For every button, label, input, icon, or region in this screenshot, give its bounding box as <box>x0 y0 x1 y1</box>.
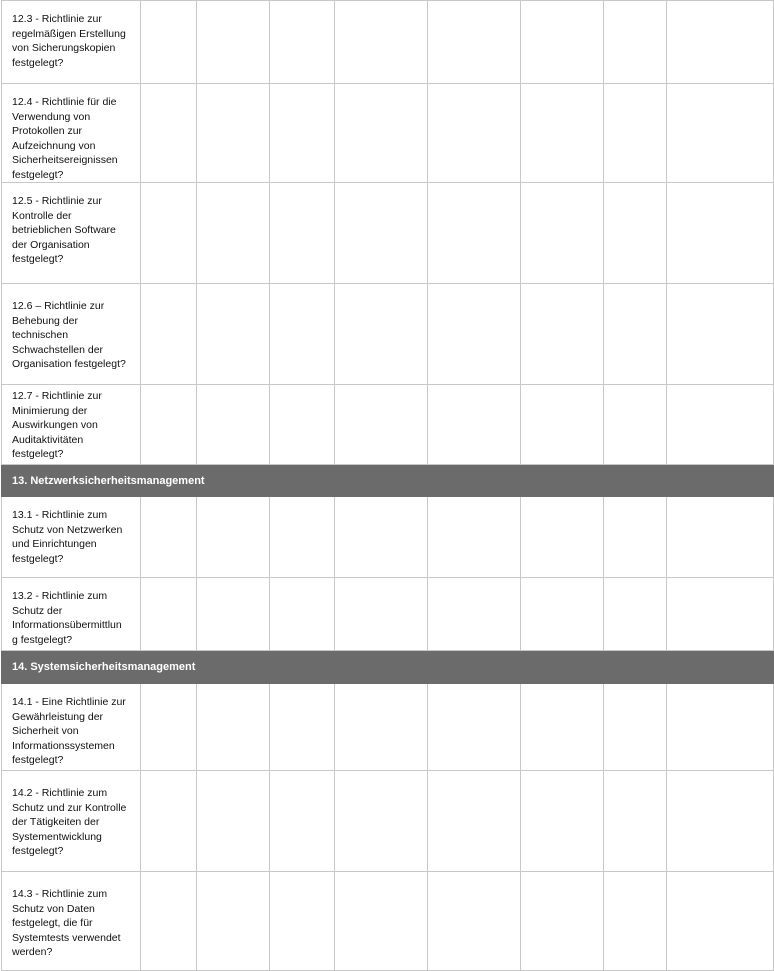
question-cell: 12.3 - Richtlinie zur regelmäßigen Erstellung von Sicherungskopien festgelegt? <box>2 1 141 84</box>
answer-cell[interactable] <box>667 84 774 183</box>
answer-cell[interactable] <box>141 385 197 465</box>
answer-cell[interactable] <box>667 872 774 971</box>
answer-cell[interactable] <box>604 497 667 578</box>
section-title: 13. Netzwerksicherheitsmanagement <box>2 465 774 497</box>
answer-cell[interactable] <box>604 183 667 284</box>
question-cell: 14.2 - Richtlinie zum Schutz und zur Kontrolle der Tätigkeiten der Systementwicklung festgelegt? <box>2 771 141 872</box>
section-title: 14. Systemsicherheitsmanagement <box>2 651 774 684</box>
answer-cell[interactable] <box>197 183 270 284</box>
answer-cell[interactable] <box>604 578 667 651</box>
table-row <box>2 284 774 385</box>
answer-cell[interactable] <box>197 84 270 183</box>
question-cell: 14.3 - Richtlinie zum Schutz von Daten festgelegt, die für Systemtests verwendet werden? <box>2 872 141 971</box>
answer-cell[interactable] <box>197 771 270 872</box>
table-row <box>2 497 774 578</box>
answer-cell[interactable] <box>667 684 774 771</box>
answer-cell[interactable] <box>604 872 667 971</box>
answer-cell[interactable] <box>521 684 604 771</box>
answer-cell[interactable] <box>428 771 521 872</box>
answer-cell[interactable] <box>428 1 521 84</box>
question-cell: 13.2 - Richtlinie zum Schutz der Informationsübermittlun g festgelegt? <box>2 578 141 651</box>
answer-cell[interactable] <box>141 684 197 771</box>
answer-cell[interactable] <box>428 872 521 971</box>
answer-cell[interactable] <box>197 872 270 971</box>
answer-cell[interactable] <box>667 284 774 385</box>
answer-cell[interactable] <box>521 1 604 84</box>
table-row <box>2 684 774 771</box>
table-row <box>2 1 774 84</box>
answer-cell[interactable] <box>428 497 521 578</box>
answer-cell[interactable] <box>428 284 521 385</box>
section-header-row <box>2 651 774 684</box>
answer-cell[interactable] <box>197 284 270 385</box>
answer-cell[interactable] <box>270 385 335 465</box>
answer-cell[interactable] <box>270 497 335 578</box>
table-row <box>2 872 774 971</box>
table-row <box>2 385 774 465</box>
answer-cell[interactable] <box>141 497 197 578</box>
answer-cell[interactable] <box>270 771 335 872</box>
answer-cell[interactable] <box>521 578 604 651</box>
answer-cell[interactable] <box>335 284 428 385</box>
answer-cell[interactable] <box>335 385 428 465</box>
answer-cell[interactable] <box>141 84 197 183</box>
answer-cell[interactable] <box>667 1 774 84</box>
question-cell: 12.7 - Richtlinie zur Minimierung der Auswirkungen von Auditaktivitäten festgelegt? <box>2 385 141 465</box>
answer-cell[interactable] <box>604 771 667 872</box>
answer-cell[interactable] <box>335 183 428 284</box>
answer-cell[interactable] <box>335 872 428 971</box>
answer-cell[interactable] <box>270 1 335 84</box>
table-row <box>2 771 774 872</box>
question-cell: 13.1 - Richtlinie zum Schutz von Netzwerken und Einrichtungen festgelegt? <box>2 497 141 578</box>
answer-cell[interactable] <box>141 578 197 651</box>
answer-cell[interactable] <box>197 497 270 578</box>
answer-cell[interactable] <box>335 684 428 771</box>
table-row <box>2 183 774 284</box>
answer-cell[interactable] <box>197 578 270 651</box>
answer-cell[interactable] <box>521 872 604 971</box>
question-cell: 12.6 – Richtlinie zur Behebung der technischen Schwachstellen der Organisation festgelegt? <box>2 284 141 385</box>
answer-cell[interactable] <box>667 771 774 872</box>
answer-cell[interactable] <box>197 385 270 465</box>
answer-cell[interactable] <box>428 684 521 771</box>
answer-cell[interactable] <box>270 872 335 971</box>
answer-cell[interactable] <box>428 385 521 465</box>
answer-cell[interactable] <box>270 284 335 385</box>
answer-cell[interactable] <box>667 497 774 578</box>
answer-cell[interactable] <box>270 84 335 183</box>
answer-cell[interactable] <box>197 1 270 84</box>
table-row <box>2 578 774 651</box>
answer-cell[interactable] <box>335 771 428 872</box>
answer-cell[interactable] <box>521 497 604 578</box>
answer-cell[interactable] <box>604 684 667 771</box>
answer-cell[interactable] <box>335 1 428 84</box>
answer-cell[interactable] <box>141 183 197 284</box>
answer-cell[interactable] <box>270 684 335 771</box>
answer-cell[interactable] <box>604 284 667 385</box>
answer-cell[interactable] <box>604 385 667 465</box>
answer-cell[interactable] <box>335 84 428 183</box>
answer-cell[interactable] <box>335 578 428 651</box>
question-cell: 12.4 - Richtlinie für die Verwendung von Protokollen zur Aufzeichnung von Sicherheitsereignissen festgelegt? <box>2 84 141 183</box>
answer-cell[interactable] <box>335 497 428 578</box>
answer-cell[interactable] <box>521 385 604 465</box>
answer-cell[interactable] <box>604 1 667 84</box>
answer-cell[interactable] <box>270 183 335 284</box>
answer-cell[interactable] <box>604 84 667 183</box>
answer-cell[interactable] <box>197 684 270 771</box>
answer-cell[interactable] <box>141 1 197 84</box>
answer-cell[interactable] <box>521 284 604 385</box>
answer-cell[interactable] <box>428 84 521 183</box>
answer-cell[interactable] <box>141 771 197 872</box>
answer-cell[interactable] <box>667 385 774 465</box>
answer-cell[interactable] <box>141 872 197 971</box>
question-cell: 12.5 - Richtlinie zur Kontrolle der betrieblichen Software der Organisation festgelegt? <box>2 183 141 284</box>
answer-cell[interactable] <box>667 578 774 651</box>
answer-cell[interactable] <box>521 771 604 872</box>
answer-cell[interactable] <box>521 84 604 183</box>
answer-cell[interactable] <box>667 183 774 284</box>
answer-cell[interactable] <box>428 578 521 651</box>
question-cell: 14.1 - Eine Richtlinie zur Gewährleistung der Sicherheit von Informationssystemen festgelegt? <box>2 684 141 771</box>
section-header-row <box>2 465 774 497</box>
table-row <box>2 84 774 183</box>
answer-cell[interactable] <box>428 183 521 284</box>
answer-cell[interactable] <box>270 578 335 651</box>
answer-cell[interactable] <box>521 183 604 284</box>
answer-cell[interactable] <box>141 284 197 385</box>
checklist-table <box>1 0 774 971</box>
